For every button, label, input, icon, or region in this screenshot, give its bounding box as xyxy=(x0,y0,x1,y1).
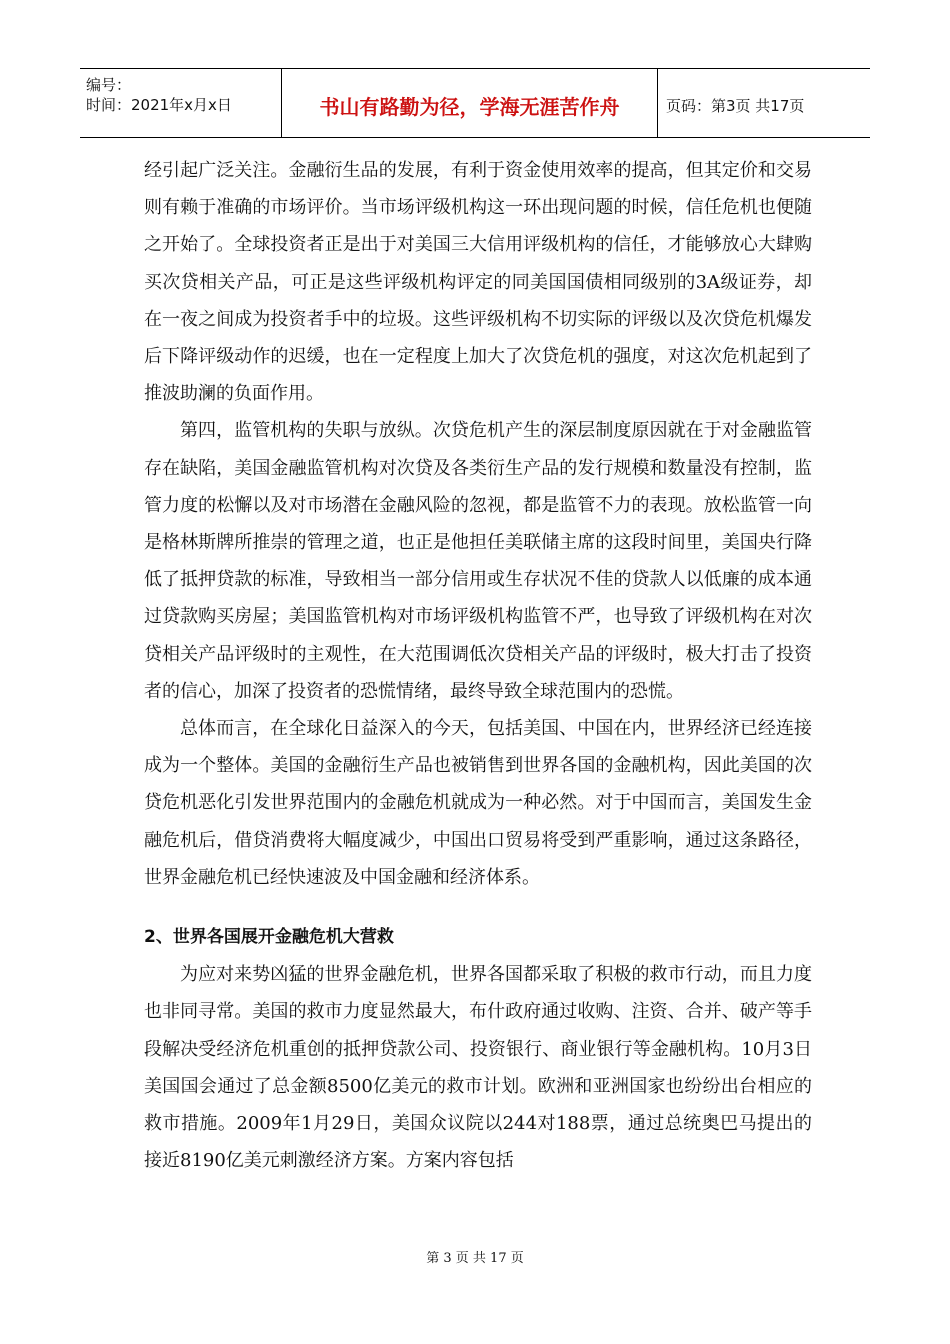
section-heading: 2、世界各国展开金融危机大营救 xyxy=(144,927,394,948)
paragraph-summary: 总体而言，在全球化日益深入的今天，包括美国、中国在内，世界经济已经连接成为一个整体。美国的金融衍生产品也被销售到世界各国的金融机构，因此美国的次贷危机恶化引发世界范围内的金融危机就成为一种必然。对于中国而言，美国发生金融危机后，借贷消费将大幅度减少，中国出口贸易将受到严重影响，通过这条路径，世界金融危机已经快速波及中国金融和经济体系。 xyxy=(144,718,812,888)
document-date: 时间：2021年x月x日 xyxy=(86,96,232,114)
paragraph-rescue: 为应对来势凶猛的世界金融危机，世界各国都采取了积极的救市行动，而且力度也非同寻常。美国的救市力度显然最大，布什政府通过收购、注资、合并、破产等手段解决受经济危机重创的抵押贷款公司、投资银行、商业银行等金融机构。10月3日美国国会通过了总金额8500亿美元的救市计划。欧洲和亚洲国家也纷纷出台相应的救市措施。2009年1月29日，美国众议院以244对188票，通过总统奥巴马提出的接近8190亿美元刺激经济方案。方案内容包括 xyxy=(144,964,812,1172)
page-header xyxy=(80,68,870,138)
document-number-label: 编号： xyxy=(86,76,132,94)
header-meta xyxy=(80,69,282,137)
document-body xyxy=(144,152,812,1179)
page-footer: 第 3 页 共 17 页 xyxy=(426,1251,524,1266)
header-motto: 书山有路勤为径，学海无涯苦作舟 xyxy=(282,69,658,137)
header-page-info: 页码：第3页 共17页 xyxy=(666,96,805,115)
paragraph-continuation: 经引起广泛关注。金融衍生品的发展，有利于资金使用效率的提高，但其定价和交易则有赖于准确的市场评价。当市场评级机构这一环出现问题的时候，信任危机也便随之开始了。全球投资者正是出于对美国三大信用评级机构的信任，才能够放心大肆购买次贷相关产品，可正是这些评级机构评定的同美国国债相同级别的3A级证券，却在一夜之间成为投资者手中的垃圾。这些评级机构不切实际的评级以及次贷危机爆发后下降评级动作的迟缓，也在一定程度上加大了次贷危机的强度，对这次危机起到了推波助澜的负面作用。 xyxy=(144,160,812,405)
paragraph-regulation: 第四，监管机构的失职与放纵。次贷危机产生的深层制度原因就在于对金融监管存在缺陷，美国金融监管机构对次贷及各类衍生产品的发行规模和数量没有控制，监管力度的松懈以及对市场潜在金融风险的忽视，都是监管不力的表现。放松监管一向是格林斯牌所推崇的管理之道，也正是他担任美联储主席的这段时间里，美国央行降低了抵押贷款的标准，导致相当一部分信用或生存状况不佳的贷款人以低廉的成本通过贷款购买房屋；美国监管机构对市场评级机构监管不严，也导致了评级机构在对次贷相关产品评级时的主观性，在大范围调低次贷相关产品的评级时，极大打击了投资者的信心，加深了投资者的恐慌情绪，最终导致全球范围内的恐慌。 xyxy=(144,420,812,702)
